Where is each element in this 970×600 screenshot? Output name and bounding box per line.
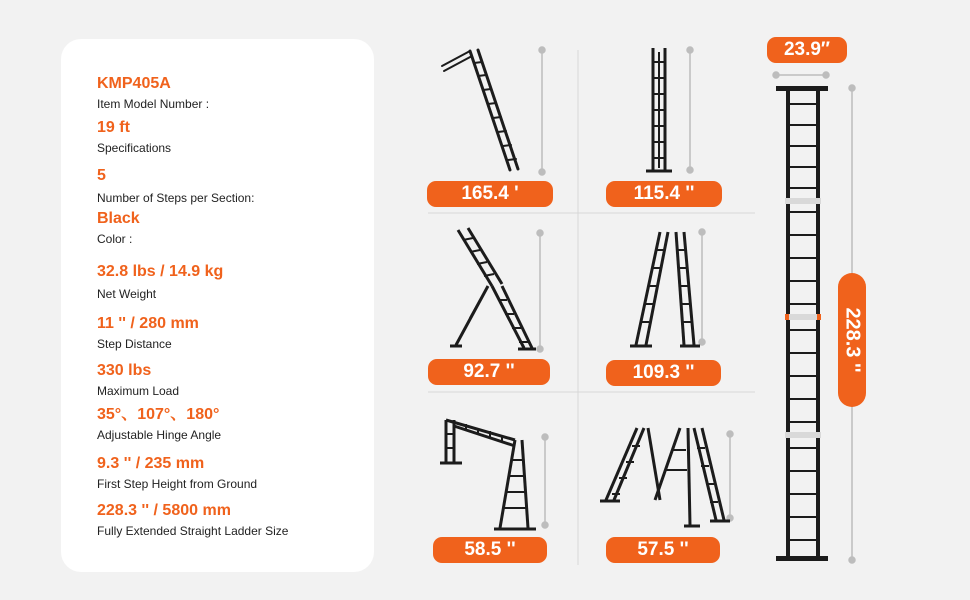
straight-width-label: 23.9″ [767, 37, 847, 63]
straight-height-badge [838, 273, 866, 407]
ladder-double-a-icon [600, 428, 730, 526]
config-4-height-label: 109.3 '' [606, 360, 721, 386]
spec-value: 11 '' / 280 mm [97, 315, 199, 332]
config-6-height-label: 57.5 '' [606, 537, 720, 563]
spec-value: 32.8 lbs / 14.9 kg [97, 263, 224, 280]
spec-value: Black [97, 210, 140, 227]
spec-value: 35°、107°、180° [97, 406, 220, 423]
spec-label: First Step Height from Ground [97, 477, 258, 491]
config-3-height-label: 92.7 '' [428, 359, 550, 385]
spec-value: 330 lbs [97, 362, 152, 379]
config-5-height-label: 58.5 '' [433, 537, 547, 563]
spec-label: Number of Steps per Section: [97, 191, 255, 205]
spec-label: Item Model Number : [97, 97, 210, 111]
ladder-step-angled-icon [450, 228, 536, 349]
ladder-leaning-icon [442, 50, 518, 170]
spec-label: Color : [97, 232, 133, 246]
config-2-height-label: 115.4 '' [606, 181, 722, 207]
spec-label: Specifications [97, 141, 172, 155]
spec-label: Fully Extended Straight Ladder Size [97, 524, 289, 538]
ladder-a-frame-icon [630, 232, 700, 346]
spec-value: 19 ft [97, 119, 130, 136]
spec-value: 228.3 '' / 5800 mm [97, 502, 231, 519]
config-1-height-label: 165.4 ' [427, 181, 553, 207]
straight-height-label: 228.3 '' [841, 307, 864, 373]
ladder-scaffold-icon [440, 420, 536, 529]
spec-value: KMP405A [97, 75, 171, 92]
ladder-folded-standing-icon [646, 48, 672, 171]
spec-value: 9.3 '' / 235 mm [97, 455, 205, 472]
spec-value: 5 [97, 167, 106, 184]
spec-label: Adjustable Hinge Angle [97, 428, 222, 442]
spec-label: Step Distance [97, 337, 172, 351]
spec-label: Maximum Load [97, 384, 180, 398]
ladder-straight-icon [776, 86, 828, 561]
spec-label: Net Weight [97, 287, 157, 301]
